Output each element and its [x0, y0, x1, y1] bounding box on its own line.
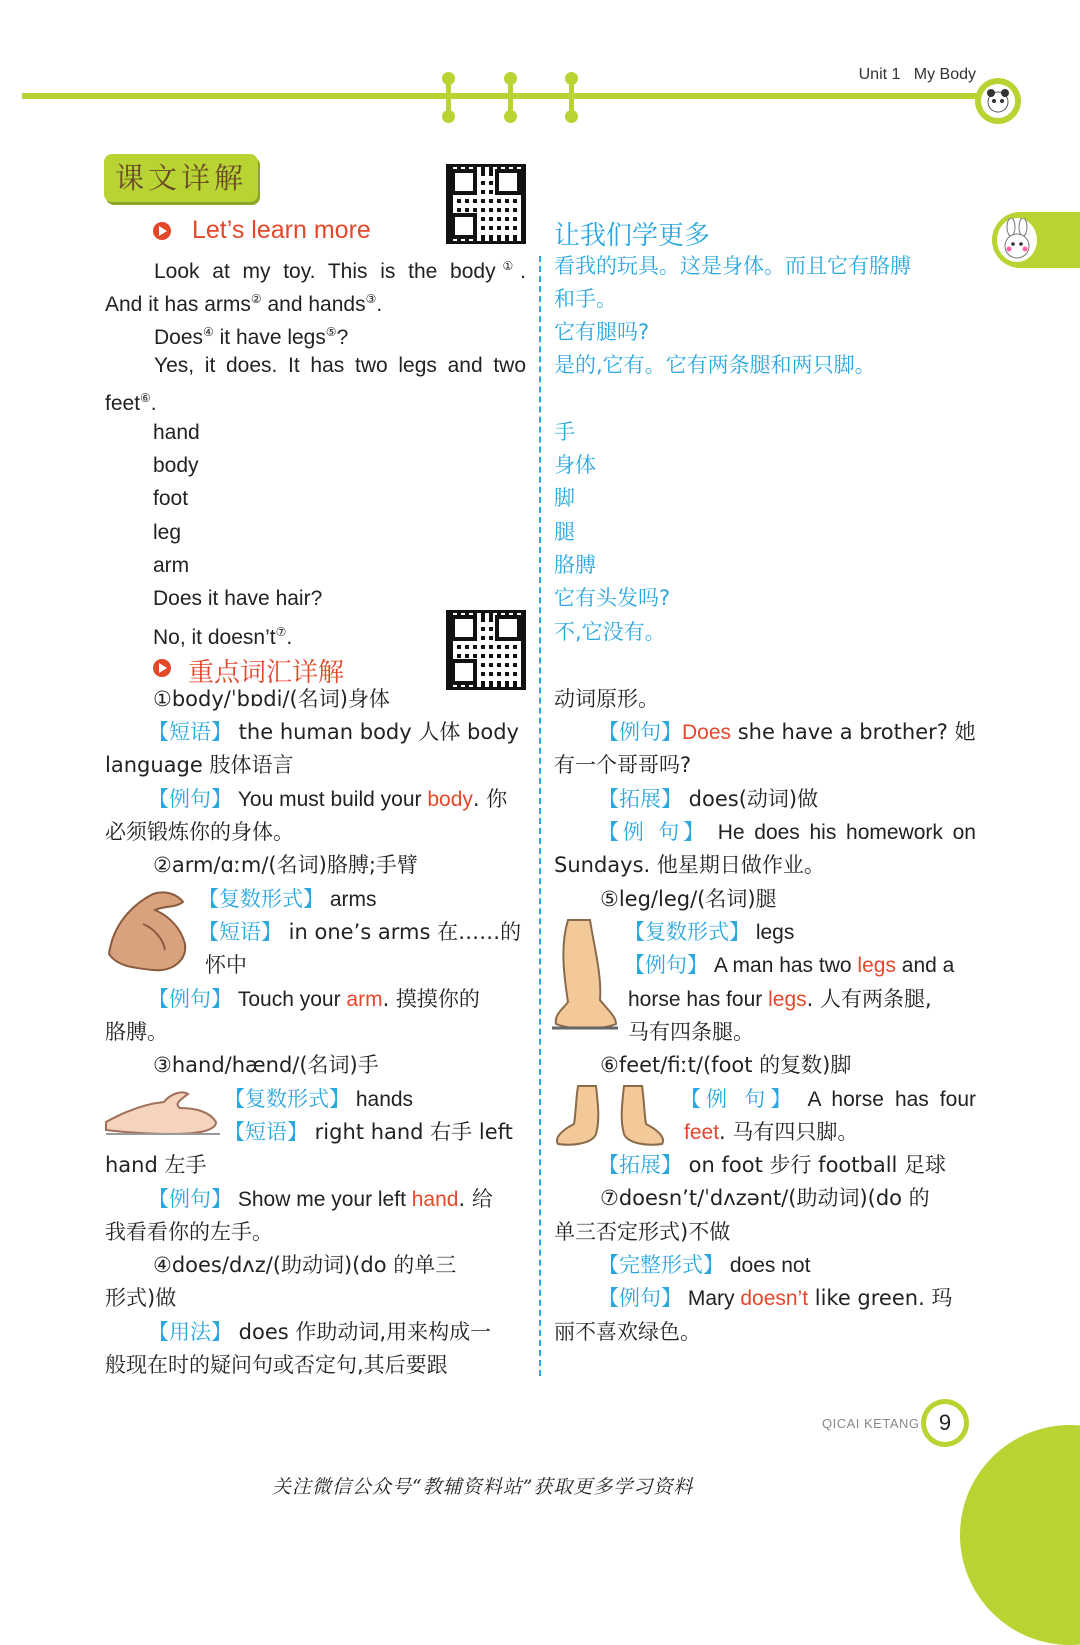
vocab-line: 胳膊。	[105, 1020, 168, 1044]
vocab-line: hand 左手	[105, 1153, 207, 1177]
page-number: 9	[926, 1404, 964, 1442]
lesson-line: feet⑥.	[105, 391, 157, 415]
vocab-line: 形式)做	[105, 1286, 177, 1310]
hand-illustration	[104, 1082, 220, 1138]
vocab-line: 【例 句】 He does his homework on	[598, 820, 976, 844]
vocab-entry: ⑦doesn’t/ˈdʌzənt/(助动词)(do 的	[600, 1186, 930, 1210]
translation-line: 它有腿吗?	[554, 320, 650, 344]
vocab-line: 【复数形式】 legs	[624, 920, 795, 944]
word-item: hand	[153, 421, 200, 444]
vocab-entry: ①body/ˈbɒdi/(名词)身体	[153, 687, 390, 711]
vocab-entry: ④does/dʌz/(助动词)(do 的单三	[153, 1253, 457, 1277]
word-item: foot	[153, 487, 189, 510]
vocab-line: 【例句】 Touch your arm. 摸摸你的	[148, 987, 480, 1011]
lesson-line: Look at my toy. This is the body①.	[154, 259, 526, 283]
vocab-line: 般现在时的疑问句或否定句,其后要跟	[105, 1353, 448, 1377]
header-rule	[22, 93, 1007, 99]
vocab-line: 【例句】 You must build your body. 你	[148, 787, 508, 811]
translation-line: 腿	[554, 520, 575, 544]
vocab-line: 【短语】 the human body 人体 body	[148, 720, 519, 744]
vocab-line: 【用法】 does 作助动词,用来构成一	[148, 1320, 492, 1344]
lesson-line: Yes, it does. It has two legs and two	[154, 354, 526, 377]
binder-knob	[565, 72, 578, 85]
binder-knob	[442, 110, 455, 123]
vocab-line: Sundays. 他星期日做作业。	[554, 853, 825, 877]
vocab-entry: ⑥feet/fiːt/(foot 的复数)脚	[600, 1053, 852, 1077]
column-divider	[539, 256, 541, 1376]
bunny-icon	[997, 218, 1037, 262]
vocab-line: 【例句】 A man has two legs and a	[624, 953, 955, 977]
vocab-line: 马有四条腿。	[628, 1020, 754, 1044]
translation-line: 和手。	[554, 287, 617, 311]
qr-code-icon[interactable]	[446, 164, 526, 244]
lesson-line: And it has arms② and hands③.	[105, 292, 383, 316]
binder-knob	[565, 110, 578, 123]
unit-label: Unit 1 My Body	[858, 66, 976, 83]
vocab-entry: ③hand/hænd/(名词)手	[153, 1053, 379, 1077]
panda-icon	[981, 84, 1015, 118]
lesson-heading-en: Let’s learn more	[192, 216, 371, 244]
lesson-answer: No, it doesn’t⑦.	[153, 625, 293, 649]
footer-note: 关注微信公众号“教辅资料站”获取更多学习资料	[272, 1476, 694, 1498]
vocab-line: 【复数形式】 arms	[198, 887, 377, 911]
vocab-line: 【短语】 right hand 右手 left	[224, 1120, 513, 1144]
play-bullet-icon	[153, 222, 171, 240]
word-item: leg	[153, 521, 182, 544]
vocab-line: 【例句】 Mary doesn’t like green. 玛	[598, 1286, 953, 1310]
translation-line: 它有头发吗?	[554, 586, 671, 610]
binder-knob	[442, 72, 455, 85]
translation-line: 脚	[554, 486, 575, 510]
vocab-line: 有一个哥哥吗?	[554, 753, 692, 777]
brand-label: QICAI KETANG	[822, 1416, 920, 1431]
vocab-line: 动词原形。	[554, 687, 659, 711]
leg-illustration	[550, 916, 620, 1036]
word-item: body	[153, 454, 199, 477]
lesson-line: Does④ it have legs⑤?	[154, 325, 349, 349]
vocab-line: 【拓展】 on foot 步行 football 足球	[598, 1153, 947, 1177]
vocab-line: 【拓展】 does(动词)做	[598, 787, 819, 811]
vocab-line: 怀中	[205, 953, 247, 977]
binder-knob	[504, 110, 517, 123]
word-item: arm	[153, 554, 190, 577]
play-bullet-icon	[153, 659, 171, 677]
vocab-line: horse has four legs. 人有两条腿,	[628, 987, 932, 1011]
vocab-line: 【例句】Does she have a brother? 她	[598, 720, 976, 744]
translation-line: 手	[554, 420, 575, 444]
feet-illustration	[552, 1084, 670, 1150]
lesson-heading-cn: 让我们学更多	[554, 221, 711, 251]
section-title: 课文详解	[104, 154, 258, 202]
translation-line: 不,它没有。	[554, 620, 666, 644]
translation-line: 胳膊	[554, 553, 596, 577]
vocab-line: 必须锻炼你的身体。	[105, 820, 294, 844]
vocab-line: 我看看你的左手。	[105, 1220, 273, 1244]
translation-line: 是的,它有。它有两条腿和两只脚。	[554, 353, 876, 377]
binder-knob	[504, 72, 517, 85]
vocab-entry: ②arm/ɑːm/(名词)胳膊;手臂	[153, 853, 418, 877]
qr-code-icon[interactable]	[446, 610, 526, 690]
translation-line: 身体	[554, 453, 596, 477]
vocab-line: 丽不喜欢绿色。	[554, 1320, 701, 1344]
vocab-line: language 肢体语言	[105, 753, 294, 777]
vocab-line: 【短语】 in one’s arms 在……的	[198, 920, 522, 944]
lesson-question: Does it have hair?	[153, 587, 323, 610]
vocab-line: 【例 句】 A horse has four	[680, 1087, 976, 1111]
vocab-line: 【例句】 Show me your left hand. 给	[148, 1187, 493, 1211]
arm-illustration	[103, 884, 195, 976]
vocab-line: 【复数形式】 hands	[224, 1087, 414, 1111]
vocab-line: feet. 马有四只脚。	[684, 1120, 859, 1144]
vocab-heading: 重点词汇详解	[188, 658, 345, 688]
vocab-entry: ⑤leg/leg/(名词)腿	[600, 887, 777, 911]
vocab-line: 单三否定形式)不做	[554, 1220, 731, 1244]
translation-line: 看我的玩具。这是身体。而且它有胳膊	[554, 254, 911, 278]
vocab-line: 【完整形式】 does not	[598, 1253, 811, 1277]
corner-decoration	[960, 1425, 1080, 1645]
